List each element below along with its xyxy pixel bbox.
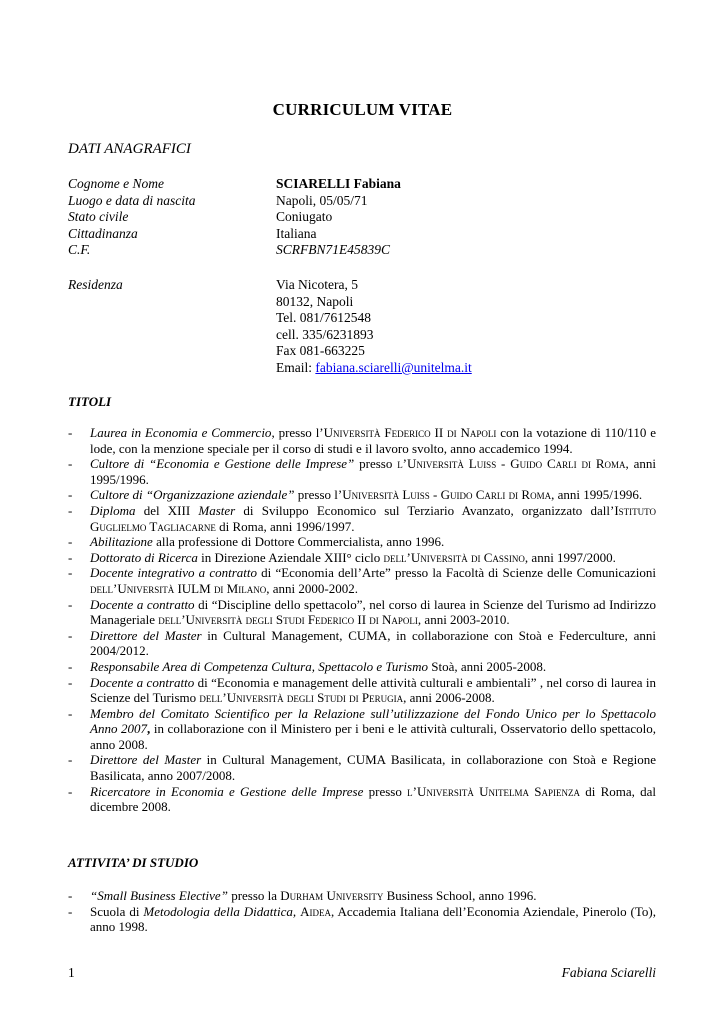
list-item <box>68 888 656 904</box>
field-value: Napoli, 05/05/71 <box>276 192 368 208</box>
item-text-run: Cultore di “Organizzazione aziendale” <box>90 487 295 503</box>
item-text-run: dell’Università <box>90 580 175 596</box>
field-label: Luogo e data di nascita <box>68 192 196 208</box>
item-text-run: Diploma <box>90 502 136 518</box>
item-text-run: , anni 2003-2010. <box>417 612 510 628</box>
mobile-line: cell. 335/6231893 <box>276 326 374 342</box>
item-text-run: di “Economia dell’Arte” presso la Facoltà di Scienze delle Comunicazioni <box>257 565 656 581</box>
item-text-run: in Cultural Management, CUMA, in collaborazione con Stoà e Federculture, anni 2004/2012. <box>90 627 656 659</box>
item-text-run: con la votazione di 110/110 e lode, con la menzione speciale per il corso di studi e il lavoro svolto, anno accademico 1994. <box>90 425 656 456</box>
item-text-run: del XIII <box>135 502 199 518</box>
bullet-dash: - <box>68 888 73 903</box>
list-item <box>68 487 656 503</box>
item-text-run: Università Luiss - Guido Carli di Roma <box>342 487 552 503</box>
item-text-run: dell’Università degli Studi Federico II di Napoli <box>158 612 418 628</box>
item-text-run: di “Discipline dello spettacolo”, nel corso di laurea in Scienze del Turismo ad Indirizzo Manageriale <box>90 596 657 628</box>
item-text-run: di Milano <box>213 580 267 596</box>
item-text-run: Istituto Guglielmo Tagliacarne <box>90 502 656 534</box>
item-text-run: in Direzione Aziendale XIII° ciclo <box>197 549 384 565</box>
item-text-run: , <box>147 721 151 737</box>
item-text-run: , Accademia Italiana dell’Economia Aziendale, Pinerolo (To), anno 1998. <box>90 903 656 935</box>
bullet-dash: - <box>68 534 73 550</box>
document-title: CURRICULUM VITAE <box>272 100 453 119</box>
bullet-dash: - <box>68 903 73 919</box>
bullet-dash: - <box>68 565 73 581</box>
item-text-run: presso la <box>227 888 281 903</box>
list-item <box>68 550 656 566</box>
residence-values <box>276 277 576 376</box>
item-text-run: l’Università Luiss - Guido Carli di Roma <box>397 456 626 472</box>
bullet-dash: - <box>68 752 73 768</box>
item-text-run: Stoà, anni 2005-2008. <box>428 658 547 674</box>
bullet-dash: - <box>68 425 73 440</box>
item-text-run: Docente integrativo a contratto <box>90 565 258 581</box>
item-text-run: Responsabile Area di Competenza Cultura, Spettacolo e Turismo <box>90 658 428 674</box>
item-text-run: Docente a contratto <box>90 596 195 612</box>
item-text-run: Aidea <box>300 903 331 919</box>
list-item <box>68 503 656 534</box>
item-text-run: , anni 1995/1996. <box>551 487 643 503</box>
list-item <box>68 675 656 706</box>
list-item <box>68 456 656 487</box>
email-link[interactable]: fabiana.sciarelli@unitelma.it <box>315 359 472 375</box>
item-text-run: Direttore del Master <box>90 752 202 768</box>
item-text-run: in Cultural Management, CUMA Basilicata, in collaborazione con Stoà e Regione Basilicata, anno 2007/2008. <box>90 752 656 784</box>
item-text-run: Università Federico II di Napoli <box>323 425 497 440</box>
field-label: C.F. <box>68 242 91 257</box>
item-text-run: , presso l’ <box>271 425 324 440</box>
attivita-list <box>68 888 656 935</box>
email-line <box>276 360 576 377</box>
section-heading-attivita: ATTIVITA’ DI STUDIO <box>68 855 199 870</box>
item-text-run: l’Università Unitelma Sapienza <box>407 783 580 799</box>
item-text-run: Master <box>198 502 236 518</box>
item-text-run: Abilitazione <box>90 534 153 550</box>
list-item <box>68 784 656 815</box>
item-text-run: di Roma, dal dicembre 2008. <box>90 783 657 815</box>
bullet-dash: - <box>68 674 73 690</box>
item-text-run: di “Economia e management delle attività culturali e ambientali” , nel corso di laurea in Scienze del Turismo <box>90 674 656 706</box>
item-text-run: , anni 2006-2008. <box>403 690 495 706</box>
item-text-run: presso l’ <box>294 487 343 503</box>
item-text-run: Membro del Comitato Scientifico per la Relazione sull’utilizzazione del Fondo Unico per lo Spettacolo Anno 2007 <box>90 705 656 737</box>
item-text-run: Laurea in Economia e Commercio <box>90 425 272 440</box>
list-item <box>68 425 656 456</box>
item-text-run: di Sviluppo Economico sul Terziario Avanzato, organizzato dall’ <box>235 502 615 518</box>
item-text-run: Metodologia della Didattica, <box>143 903 297 919</box>
bullet-dash: - <box>68 549 73 565</box>
item-text-run: , anni 1995/1996. <box>90 456 656 487</box>
item-text-run: IULM <box>174 580 214 596</box>
item-text-run: presso <box>354 456 398 472</box>
list-item <box>68 565 656 596</box>
item-text-run: Durham University <box>280 888 384 903</box>
item-text-run: presso <box>363 783 408 799</box>
bullet-dash: - <box>68 456 73 472</box>
bullet-dash: - <box>68 658 73 674</box>
section-heading-titoli: TITOLI <box>68 394 112 409</box>
list-item <box>68 628 656 659</box>
fax-line: Fax 081-663225 <box>276 343 365 358</box>
item-text-run: “Small Business Elective” <box>90 888 228 903</box>
bullet-dash: - <box>68 502 73 518</box>
field-label: Cittadinanza <box>68 225 138 241</box>
field-value: Italiana <box>276 225 317 241</box>
field-label: Stato civile <box>68 209 129 224</box>
item-text-run: in collaborazione con il Ministero per i beni e le attività culturali, Osservatorio dello spettacolo, anno 2008. <box>90 721 656 752</box>
titoli-list <box>68 425 656 815</box>
phone-line: Tel. 081/7612548 <box>276 310 372 325</box>
bullet-dash: - <box>68 705 73 721</box>
item-text-run: alla professione di Dottore Commercialista, anno 1996. <box>152 534 445 550</box>
item-text-run: Docente a contratto <box>90 674 195 690</box>
item-text-run: Scuola di <box>90 903 144 919</box>
residence-label: Residenza <box>68 277 123 292</box>
item-text-run: Cultore di “Economia e Gestione delle Imprese” <box>90 456 355 472</box>
item-text-run: dell’Università di Cassino <box>383 549 525 565</box>
bullet-dash: - <box>68 783 73 799</box>
section-heading-dati-anagrafici: DATI ANAGRAFICI <box>68 141 191 157</box>
list-item <box>68 597 656 628</box>
item-text-run: dell’Università degli Studi di Perugia <box>199 690 404 706</box>
item-text-run: Direttore del Master <box>90 627 202 643</box>
list-item <box>68 534 656 550</box>
field-label: Cognome e Nome <box>68 176 164 191</box>
item-text-run: Ricercatore in Economia e Gestione delle Imprese <box>90 783 364 799</box>
item-text-run: , anni 1997/2000. <box>524 549 616 565</box>
email-prefix: Email: <box>276 359 316 375</box>
bullet-dash: - <box>68 487 73 503</box>
list-item <box>68 904 656 935</box>
bullet-dash: - <box>68 627 73 643</box>
list-item <box>68 706 656 753</box>
field-value: Coniugato <box>276 209 333 224</box>
address-line: Via Nicotera, 5 <box>276 277 359 292</box>
footer-author: Fabiana Sciarelli <box>561 965 656 980</box>
item-text-run: , anni 2000-2002. <box>266 580 358 596</box>
field-value: SCRFBN71E45839C <box>276 242 390 257</box>
postal-line: 80132, Napoli <box>276 293 354 309</box>
list-item <box>68 659 656 675</box>
item-text-run: Dottorato di Ricerca <box>90 549 198 565</box>
item-text-run: di Roma, anni 1996/1997. <box>215 518 355 534</box>
bullet-dash: - <box>68 596 73 612</box>
page-number: 1 <box>68 965 75 980</box>
field-value: SCIARELLI Fabiana <box>276 176 401 191</box>
list-item <box>68 752 656 783</box>
item-text-run: Business School, anno 1996. <box>383 888 537 903</box>
